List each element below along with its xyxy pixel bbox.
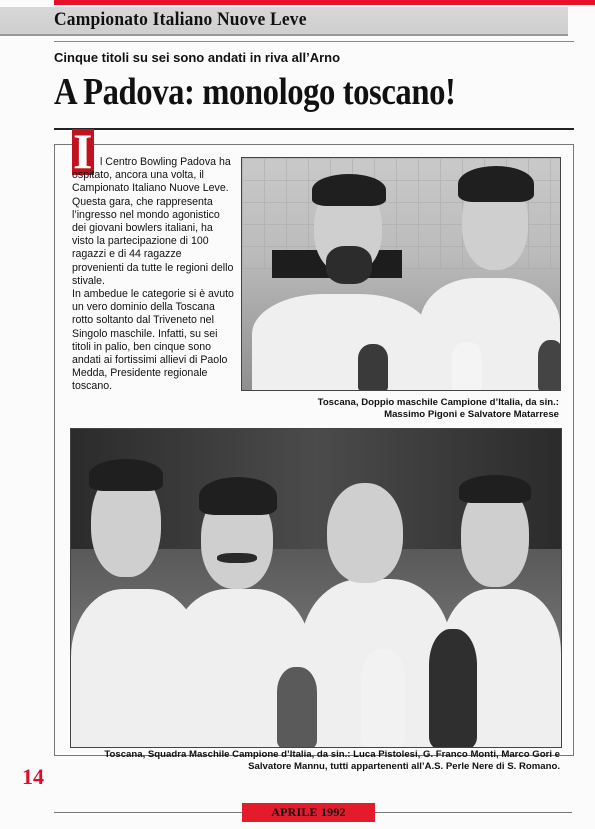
bowling-pin-right bbox=[429, 629, 477, 748]
header-rule bbox=[54, 41, 574, 42]
bowling-pin-white bbox=[452, 342, 482, 391]
issue-date: APRILE 1992 bbox=[242, 803, 375, 822]
page-number: 14 bbox=[22, 764, 44, 789]
bowling-pin-dark-right bbox=[538, 340, 561, 391]
bowling-pin-dark bbox=[358, 344, 388, 391]
article-subtitle: Cinque titoli su sei sono andati in riva all’Arno bbox=[54, 50, 341, 65]
team-photo-caption: Toscana, Squadra Maschile Campione d’Italia, da sin.: Luca Pistolesi, G. Franco Monti, Marco Gori e Salvatore Mannu, tutti appartenenti all’A.S. Perle Nere di S. Romano. bbox=[104, 749, 560, 772]
section-title: Campionato Italiano Nuove Leve bbox=[54, 9, 307, 30]
article-paragraph-1: l Centro Bowling Padova ha ospitato, ancora una volta, il Campionato Italiano Nuove Leve. bbox=[72, 156, 231, 195]
doubles-team-photo bbox=[241, 157, 561, 391]
player-left bbox=[252, 158, 432, 390]
article-body bbox=[72, 156, 236, 394]
title-rule bbox=[54, 128, 574, 130]
top-red-strip bbox=[54, 0, 595, 5]
article-paragraph-3: In ambedue le categorie si è avuto un vero dominio della Toscana rotto soltanto dal Triveneto nel Singolo maschile. Infatti, su sei titoli in palio, ben cinque sono andati ai fortissimi allievi di Paolo Medda, Presidente regionale toscano. bbox=[72, 288, 234, 393]
drop-cap-letter: I bbox=[73, 123, 93, 179]
doubles-photo-caption: Toscana, Doppio maschile Campione d’Italia, da sin.: Massimo Pigoni e Salvatore Matarrese bbox=[317, 397, 559, 420]
team-photo bbox=[70, 428, 562, 748]
bowling-pin-left bbox=[277, 667, 317, 748]
article-paragraph-2: Questa gara, che rappresenta l’ingresso nel mondo agonistico dei giovani bowlers italiani, ha visto la partecipazione di 100 ragazzi e di 44 ragazze provenienti da tutte le regioni dello stivale. bbox=[72, 195, 234, 287]
bowling-pin-center bbox=[361, 649, 405, 747]
article-title: A Padova: monologo toscano! bbox=[54, 71, 456, 113]
